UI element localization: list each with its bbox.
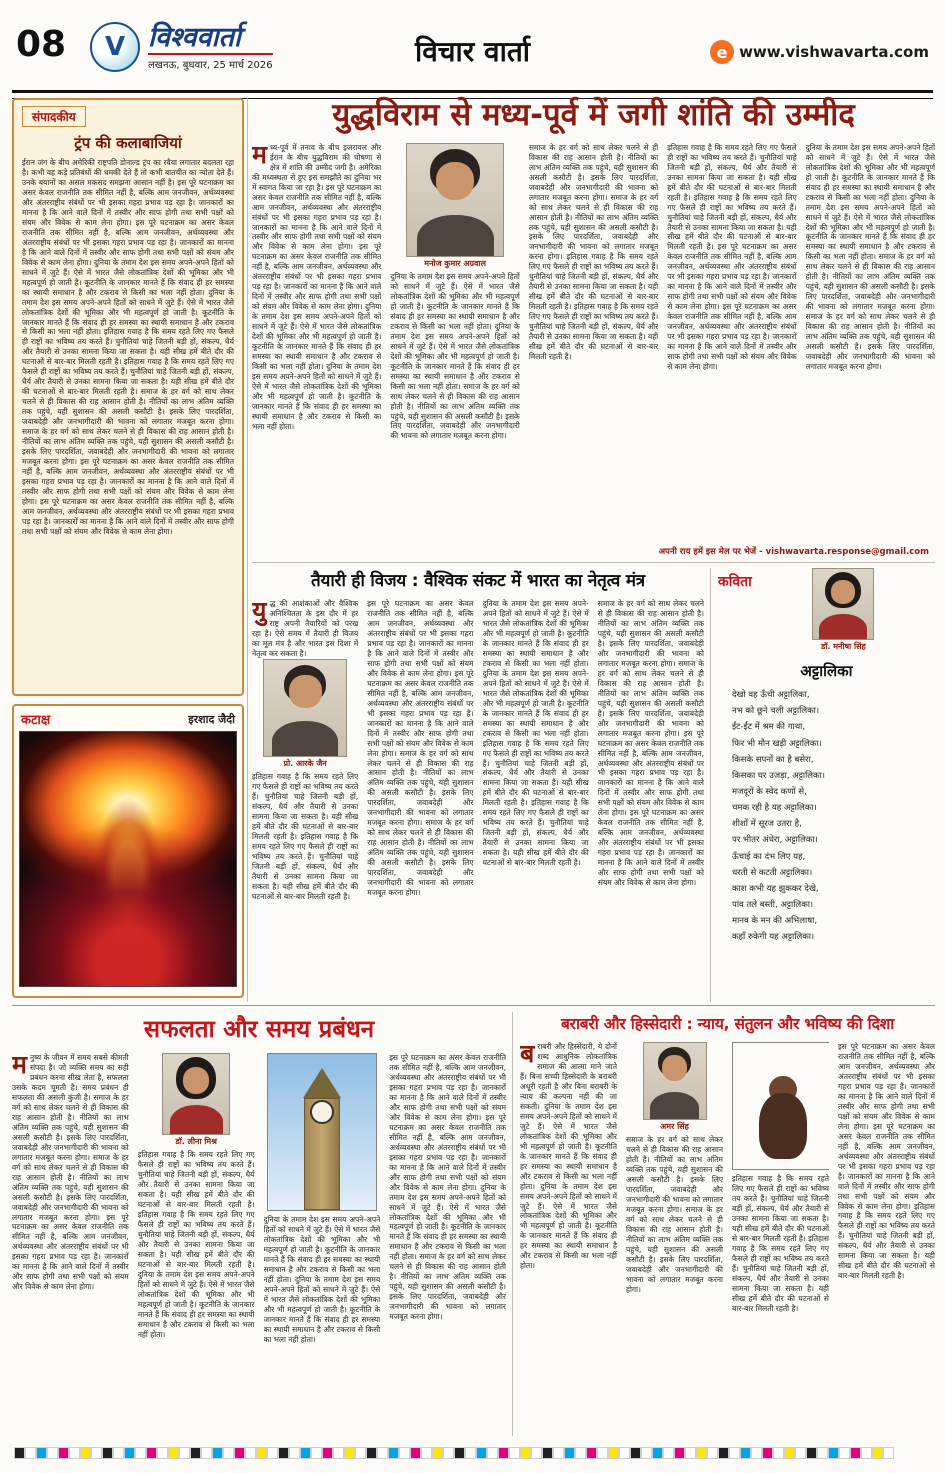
lead-headline: युद्धविराम से मध्य-पूर्व में जगी शांति की उम्मीद: [332, 97, 855, 133]
body-text: इतिहास गवाह है कि समय रहते लिए गए फैसले ही राष्ट्रों का भविष्य तय करते हैं। चुनौतियां चाहे जितनी बड़ी हों, संकल्प, धैर्य और तैयारी से उनका सामना किया जा सकता है। यही सीख हमें बीते दौर की घटनाओं से बार-बार मिलती रहती है। इतिहास गवाह है कि समय रहते लिए गए फैसले ही राष्ट्रों का भविष्य तय करते हैं। चुनौतियां चाहे जितनी बड़ी हों, संकल्प, धैर्य और तैयारी से उनका सामना किया जा सकता है। यही सीख हमें बीते दौर की घटनाओं से बार-बार मिलती रहती है।: [22, 327, 234, 397]
portrait-face: [183, 1067, 209, 1094]
color-swatch: [641, 1447, 652, 1459]
section-title: विचार वार्ता: [414, 35, 531, 68]
body-text: समाज के हर वर्ग को साथ लेकर चलने से ही विकास की राह आसान होती है। नीतियों का लाभ अंतिम व्यक्ति तक पहुंचे, यही सुशासन की असली कसौटी है। इसके लिए पारदर्शिता, जवाबदेही और जनभागीदारी की भावना को लगातार मजबूत करना होगा। समाज के हर वर्ग को साथ लेकर चलने से ही विकास की राह आसान होती है। नीतियों का लाभ अंतिम व्यक्ति तक पहुंचे, यही सुशासन की असली कसौटी है। इसके लिए पारदर्शिता, जवाबदेही और जनभागीदारी की भावना को लगातार मजबूत करना होगा।: [12, 1092, 129, 1222]
masthead-brand: [90, 22, 273, 72]
author-photo: [263, 659, 347, 757]
bottom-right-article: [520, 1012, 935, 1436]
body-text: समाज के हर वर्ग को साथ लेकर चलने से ही विकास की राह आसान होती है। नीतियों का लाभ अंतिम व्यक्ति तक पहुंचे, यही सुशासन की असली कसौटी है। इसके लिए पारदर्शिता, जवाबदेही और जनभागीदारी की भावना को लगातार मजबूत करना होगा। समाज के हर वर्ग को साथ लेकर चलने से ही विकास की राह आसान होती है। नीतियों का लाभ अंतिम व्यक्ति तक पहुंचे, यही सुशासन की असली कसौटी है। इसके लिए पारदर्शिता, जवाबदेही और जनभागीदारी की भावना को लगातार मजबूत करना होगा।: [367, 748, 474, 898]
color-swatch: [498, 1447, 509, 1459]
portrait-torso: [650, 1092, 700, 1120]
column-rule: [710, 568, 711, 1002]
body-text: दुनिया के तमाम देश इस समय अपने-अपने हितों को साधने में जुटे हैं। ऐसे में भारत जैसे लोकतांत्रिक देशों की भूमिका और भी महत्वपूर्ण हो जाती है। कूटनीति के जानकार मानते हैं कि संवाद ही हर समस्या का स्थायी समाधान है और टकराव से किसी का भला नहीं होता। दुनिया के तमाम देश इस समय अपने-अपने हितों को साधने में जुटे हैं। ऐसे में भारत जैसे लोकतांत्रिक देशों की भूमिका और भी महत्वपूर्ण हो जाती है। कूटनीति के जानकार मानते हैं कि संवाद ही हर समस्या का स्थायी समाधान है और टकराव से किसी का भला नहीं होता।: [22, 257, 234, 337]
column-rule: [247, 98, 248, 1002]
color-swatch: [575, 1447, 586, 1459]
poem-line: मजदूरों के स्वेद कणों से,: [732, 787, 807, 798]
second-headline: तैयारी ही विजय : वैश्विक संकट में भारत का नेतृत्व मंत्र: [310, 571, 645, 591]
color-swatch: [663, 1447, 674, 1459]
body-text: इतिहास गवाह है कि समय रहते लिए गए फैसले ही राष्ट्रों का भविष्य तय करते हैं। चुनौतियां चाहे जितनी बड़ी हों, संकल्प, धैर्य और तैयारी से उनका सामना किया जा सकता है। यही सीख हमें बीते दौर की घटनाओं से बार-बार मिलती रहती है। इतिहास गवाह है कि समय रहते लिए गए फैसले ही राष्ट्रों का भविष्य तय करते हैं। चुनौतियां चाहे जितनी बड़ी हों, संकल्प, धैर्य और तैयारी से उनका सामना किया जा सकता है। यही सीख हमें बीते दौर की घटनाओं से बार-बार मिलती रहती है।: [667, 142, 797, 252]
color-swatch: [784, 1447, 795, 1459]
text-column: [667, 143, 796, 535]
color-swatch: [586, 1447, 597, 1459]
color-swatch: [630, 1447, 641, 1459]
bottom-right-body: [520, 1042, 935, 1430]
text-column: [598, 599, 704, 995]
text-column: [264, 1053, 381, 1435]
portrait-torso: [417, 215, 494, 256]
color-swatch: [14, 1447, 25, 1459]
body-text: इतिहास गवाह है कि समय रहते लिए गए फैसले ही राष्ट्रों का भविष्य तय करते हैं। चुनौतियां चाहे जितनी बड़ी हों, संकल्प, धैर्य और तैयारी से उनका सामना किया जा सकता है। यही सीख हमें बीते दौर की घटनाओं से बार-बार मिलती रहती है। इतिहास गवाह है कि समय रहते लिए गए फैसले ही राष्ट्रों का भविष्य तय करते हैं। चुनौतियां चाहे जितनी बड़ी हों, संकल्प, धैर्य और तैयारी से उनका सामना किया जा सकता है। यही सीख हमें बीते दौर की घटनाओं से बार-बार मिलती रहती है।: [528, 252, 659, 362]
poem-line: फिर भी मौन खड़ी अट्टालिका।: [732, 738, 822, 749]
author-photo-figure: [138, 1053, 255, 1146]
editorial-label: संपादकीय: [22, 106, 86, 127]
text-column: [390, 143, 519, 535]
body-text: दुनिया के तमाम देश इस समय अपने-अपने हितों को साधने में जुटे हैं। ऐसे में भारत जैसे लोकतांत्रिक देशों की भूमिका और भी महत्वपूर्ण हो जाती है। कूटनीति के जानकार मानते हैं कि संवाद ही हर समस्या का स्थायी समाधान है और टकराव से किसी का भला नहीं होता। दुनिया के तमाम देश इस समय अपने-अपने हितों को साधने में जुटे हैं। ऐसे में भारत जैसे लोकतांत्रिक देशों की भूमिका और भी महत्वपूर्ण हो जाती है। कूटनीति के जानकार मानते हैं कि संवाद ही हर समस्या का स्थायी समाधान है और टकराव से किसी का भला नहीं होता।: [390, 271, 520, 391]
second-article-body: [252, 599, 704, 995]
color-swatch: [201, 1447, 212, 1459]
color-swatch: [762, 1447, 773, 1459]
dateline: लखनऊ, बुधवार, 25 मार्च 2026: [148, 59, 273, 71]
color-swatch: [872, 1447, 883, 1459]
poem-line: पांव तले बस्ती, अट्टालिका।: [732, 900, 814, 911]
body-text: इतिहास गवाह है कि समय रहते लिए गए फैसले ही राष्ट्रों का भविष्य तय करते हैं। चुनौतियां चाहे जितनी बड़ी हों, संकल्प, धैर्य और तैयारी से उनका सामना किया जा सकता है। यही सीख हमें बीते दौर की घटनाओं से बार-बार मिलती रहती है। इतिहास गवाह है कि समय रहते लिए गए फैसले ही राष्ट्रों का भविष्य तय करते हैं। चुनौतियां चाहे जितनी बड़ी हों, संकल्प, धैर्य और तैयारी से उनका सामना किया जा सकता है। यही सीख हमें बीते दौर की घटनाओं से बार-बार मिलती रहती है।: [482, 738, 589, 868]
masthead-rule: [148, 53, 273, 55]
poem-line: काश कभी यह झुककर देखे,: [732, 883, 819, 894]
color-swatch: [443, 1447, 454, 1459]
page-header: [14, 18, 931, 88]
text-column: [138, 1053, 255, 1435]
portrait-torso: [819, 614, 867, 640]
text-column: [806, 143, 935, 535]
masthead-title: विश्ववार्ता: [148, 21, 241, 53]
poem-line: देखो वह ऊँची अट्टालिका,: [732, 690, 810, 701]
color-swatch: [652, 1447, 663, 1459]
color-swatch: [795, 1447, 806, 1459]
author-photo-figure: [626, 1042, 723, 1131]
drop-cap: यु: [252, 599, 267, 625]
body-text: इतिहास गवाह है कि समय रहते लिए गए फैसले ही राष्ट्रों का भविष्य तय करते हैं। चुनौतियां चाहे जितनी बड़ी हों, संकल्प, धैर्य और तैयारी से उनका सामना किया जा सकता है। यही सीख हमें बीते दौर की घटनाओं से बार-बार मिलती रहती है। इतिहास गवाह है कि समय रहते लिए गए फैसले ही राष्ट्रों का भविष्य तय करते हैं। चुनौतियां चाहे जितनी बड़ी हों, संकल्प, धैर्य और तैयारी से उनका सामना किया जा सकता है। यही सीख हमें बीते दौर की घटनाओं से बार-बार मिलती रहती है।: [252, 772, 359, 901]
color-swatch: [828, 1447, 839, 1459]
poem-box: [718, 568, 935, 1002]
poem-line: शीशों में सूरज उतरा है,: [732, 819, 802, 830]
bottom-left-headline: सफलता और समय प्रबंधन: [143, 1015, 375, 1043]
website-block: [710, 40, 929, 64]
portrait-face: [831, 580, 855, 604]
body-text: दुनिया के तमाम देश इस समय अपने-अपने हितों को साधने में जुटे हैं। ऐसे में भारत जैसे लोकतांत्रिक देशों की भूमिका और भी महत्वपूर्ण हो जाती है। कूटनीति के जानकार मानते हैं कि संवाद ही हर समस्या का स्थायी समाधान है और टकराव से किसी का भला नहीं होता।: [137, 1269, 255, 1339]
poet-photo: [812, 568, 874, 640]
color-swatch: [553, 1447, 564, 1459]
second-article: [252, 568, 704, 1002]
color-swatch: [278, 1447, 289, 1459]
body-text: समाज के हर वर्ग को साथ लेकर चलने से ही विकास की राह आसान होती है। नीतियों का लाभ अंतिम व्यक्ति तक पहुंचे, यही सुशासन की असली कसौटी है। इसके लिए पारदर्शिता, जवाबदेही और जनभागीदारी की भावना को लगातार मजबूत करना होगा। समाज के हर वर्ग को साथ लेकर चलने से ही विकास की राह आसान होती है। नीतियों का लाभ अंतिम व्यक्ति तक पहुंचे, यही सुशासन की असली कसौटी है। इसके लिए पारदर्शिता, जवाबदेही और जनभागीदारी की भावना को लगातार मजबूत करना होगा।: [22, 387, 234, 467]
body-text: द्ध की आशंकाओं और वैश्विक अनिश्चितता के इस दौर में हर राष्ट्र अपनी तैयारियों को परख रहा है। ऐसे समय में तैयारी ही विजय का मूल मंत्र है और भारत इस दिशा में नेतृत्व कर सकता है।: [252, 599, 359, 658]
color-swatch: [619, 1447, 630, 1459]
portrait-face: [436, 162, 474, 200]
color-swatch: [520, 1447, 531, 1459]
color-swatch: [564, 1447, 575, 1459]
poem-line: मानव के मन की अभिलाषा,: [732, 916, 818, 927]
color-swatch: [399, 1447, 410, 1459]
body-text: इस पूरे घटनाक्रम का असर केवल राजनीति तक सीमित नहीं है, बल्कि आम जनजीवन, अर्थव्यवस्था और अंतरराष्ट्रीय संबंधों पर भी इसका गहरा प्रभाव पड़ रहा है। जानकारों का मानना है कि आने वाले दिनों में तस्वीर और साफ होगी तथा सभी पक्षों को संयम और विवेक से काम लेना होगा। इस पूरे घटनाक्रम का असर केवल राजनीति तक सीमित नहीं है, बल्कि आम जनजीवन, अर्थव्यवस्था और अंतरराष्ट्रीय संबंधों पर भी इसका गहरा प्रभाव पड़ रहा है। जानकारों का मानना है कि आने वाले दिनों में तस्वीर और साफ होगी तथा सभी पक्षों को संयम और विवेक से काम लेना होगा।: [597, 728, 704, 888]
color-swatch: [531, 1447, 542, 1459]
color-swatch: [25, 1447, 36, 1459]
color-swatch: [69, 1447, 80, 1459]
portrait-face: [289, 675, 322, 708]
color-swatch: [509, 1447, 520, 1459]
poem-line: ऊँचाई का दंभ लिए यह,: [732, 851, 806, 862]
poem-line: कहाँ रुकेगी यह अट्टालिका।: [732, 932, 815, 943]
color-swatch: [135, 1447, 146, 1459]
portrait-torso: [170, 1105, 223, 1135]
color-swatch: [476, 1447, 487, 1459]
poem-lines: [718, 687, 935, 945]
color-swatch: [212, 1447, 223, 1459]
tower-spire: [303, 1068, 341, 1098]
color-swatch: [256, 1447, 267, 1459]
poet-caption: डॉ. मनीषा सिंह: [821, 642, 866, 651]
color-swatch: [410, 1447, 421, 1459]
color-swatch: [102, 1447, 113, 1459]
body-text: इस पूरे घटनाक्रम का असर केवल राजनीति तक सीमित नहीं है, बल्कि आम जनजीवन, अर्थव्यवस्था और अंतरराष्ट्रीय संबंधों पर भी इसका गहरा प्रभाव पड़ रहा है। जानकारों का मानना है कि आने वाले दिनों में तस्वीर और साफ होगी तथा सभी पक्षों को संयम और विवेक से काम लेना होगा। इस पूरे घटनाक्रम का असर केवल राजनीति तक सीमित नहीं है, बल्कि आम जनजीवन, अर्थव्यवस्था और अंतरराष्ट्रीय संबंधों पर भी इसका गहरा प्रभाव पड़ रहा है। जानकारों का मानना है कि आने वाले दिनों में तस्वीर और साफ होगी तथा सभी पक्षों को संयम और विवेक से काम लेना होगा।: [667, 242, 797, 372]
body-text: समाज के हर वर्ग को साथ लेकर चलने से ही विकास की राह आसान होती है। नीतियों का लाभ अंतिम व्यक्ति तक पहुंचे, यही सुशासन की असली कसौटी है। इसके लिए पारदर्शिता, जवाबदेही और जनभागीदारी की भावना को लगातार मजबूत करना होगा। समाज के हर वर्ग को साथ लेकर चलने से ही विकास की राह आसान होती है। नीतियों का लाभ अंतिम व्यक्ति तक पहुंचे, यही सुशासन की असली कसौटी है। इसके लिए पारदर्शिता, जवाबदेही और जनभागीदारी की भावना को लगातार मजबूत करना होगा।: [528, 142, 659, 262]
lead-article: [252, 96, 935, 558]
poem-label: कविता: [718, 574, 752, 590]
body-text: समाज के हर वर्ग को साथ लेकर चलने से ही विकास की राह आसान होती है। नीतियों का लाभ अंतिम व्यक्ति तक पहुंचे, यही सुशासन की असली कसौटी है। इसके लिए पारदर्शिता, जवाबदेही और जनभागीदारी की भावना को लगातार मजबूत करना होगा। समाज के हर वर्ग को साथ लेकर चलने से ही विकास की राह आसान होती है। नीतियों का लाभ अंतिम व्यक्ति तक पहुंचे, यही सुशासन की असली कसौटी है। इसके लिए पारदर्शिता, जवाबदेही और जनभागीदारी की भावना को लगातार मजबूत करना होगा।: [626, 1135, 723, 1294]
color-swatch: [124, 1447, 135, 1459]
color-swatch: [168, 1447, 179, 1459]
color-swatch: [806, 1447, 817, 1459]
text-column: [252, 143, 381, 535]
text-column: [483, 599, 589, 995]
poem-line: नभ को छूने चली अट्टालिका।: [732, 706, 820, 717]
masthead-text-block: [148, 21, 273, 71]
color-swatch: [729, 1447, 740, 1459]
poem-line: धरती से कटती अट्टालिका।: [732, 867, 813, 878]
body-text: इतिहास गवाह है कि समय रहते लिए गए फैसले ही राष्ट्रों का भविष्य तय करते हैं। चुनौतियां चाहे जितनी बड़ी हों, संकल्प, धैर्य और तैयारी से उनका सामना किया जा सकता है। यही सीख हमें बीते दौर की घटनाओं से बार-बार मिलती रहती है। इतिहास गवाह है कि समय रहते लिए गए फैसले ही राष्ट्रों का भविष्य तय करते हैं। चुनौतियां चाहे जितनी बड़ी हों, संकल्प, धैर्य और तैयारी से उनका सामना किया जा सकता है। यही सीख हमें बीते दौर की घटनाओं से बार-बार मिलती रहती है।: [732, 1174, 829, 1313]
body-text: दुनिया के तमाम देश इस समय अपने-अपने हितों को साधने में जुटे हैं। ऐसे में भारत जैसे लोकतांत्रिक देशों की भूमिका और भी महत्वपूर्ण हो जाती है। कूटनीति के जानकार मानते हैं कि संवाद ही हर समस्या का स्थायी समाधान है और टकराव से किसी का भला नहीं होता।: [389, 1182, 506, 1262]
kataksha-credit: इरशाद जैदी: [188, 712, 235, 726]
editorial-title: ट्रंप की कलाबाजियां: [74, 134, 182, 152]
print-color-bar: [14, 1446, 926, 1459]
color-swatch: [289, 1447, 300, 1459]
poem-line: किसके सपनों का है बसेरा,: [732, 754, 814, 765]
author-photo: [406, 143, 504, 257]
color-swatch: [377, 1447, 388, 1459]
color-swatch: [454, 1447, 465, 1459]
color-swatch: [685, 1447, 696, 1459]
text-column: [12, 1053, 129, 1435]
color-swatch: [344, 1447, 355, 1459]
poem-title: अट्टालिका: [800, 662, 853, 681]
body-text: इस पूरे घटनाक्रम का असर केवल राजनीति तक सीमित नहीं है, बल्कि आम जनजीवन, अर्थव्यवस्था और अंतरराष्ट्रीय संबंधों पर भी इसका गहरा प्रभाव पड़ रहा है। जानकारों का मानना है कि आने वाले दिनों में तस्वीर और साफ होगी तथा सभी पक्षों को संयम और विवेक से काम लेना होगा। इस पूरे घटनाक्रम का असर केवल राजनीति तक सीमित नहीं है, बल्कि आम जनजीवन, अर्थव्यवस्था और अंतरराष्ट्रीय संबंधों पर भी इसका गहरा प्रभाव पड़ रहा है। जानकारों का मानना है कि आने वाले दिनों में तस्वीर और साफ होगी तथा सभी पक्षों को संयम और विवेक से काम लेना होगा।: [389, 1053, 506, 1192]
color-swatch: [80, 1447, 91, 1459]
body-text: इतिहास गवाह है कि समय रहते लिए गए फैसले ही राष्ट्रों का भविष्य तय करते हैं। चुनौतियां चाहे जितनी बड़ी हों, संकल्प, धैर्य और तैयारी से उनका सामना किया जा सकता है। यही सीख हमें बीते दौर की घटनाओं से बार-बार मिलती रहती है। इतिहास गवाह है कि समय रहते लिए गए फैसले ही राष्ट्रों का भविष्य तय करते हैं। चुनौतियां चाहे जितनी बड़ी हों, संकल्प, धैर्य और तैयारी से उनका सामना किया जा सकता है। यही सीख हमें बीते दौर की घटनाओं से बार-बार मिलती रहती है।: [137, 1150, 255, 1269]
body-text: दुनिया के तमाम देश इस समय अपने-अपने हितों को साधने में जुटे हैं। ऐसे में भारत जैसे लोकतांत्रिक देशों की भूमिका और भी महत्वपूर्ण हो जाती है। कूटनीति के जानकार मानते हैं कि संवाद ही हर समस्या का स्थायी समाधान है और टकराव से किसी का भला नहीं होता। दुनिया के तमाम देश इस समय अपने-अपने हितों को साधने में जुटे हैं। ऐसे में भारत जैसे लोकतांत्रिक देशों की भूमिका और भी महत्वपूर्ण हो जाती है। कूटनीति के जानकार मानते हैं कि संवाद ही हर समस्या का स्थायी समाधान है और टकराव से किसी का भला नहीं होता।: [805, 142, 936, 262]
body-text: इस पूरे घटनाक्रम का असर केवल राजनीति तक सीमित नहीं है, बल्कि आम जनजीवन, अर्थव्यवस्था और अंतरराष्ट्रीय संबंधों पर भी इसका गहरा प्रभाव पड़ रहा है। जानकारों का मानना है कि आने वाले दिनों में तस्वीर और साफ होगी तथा सभी पक्षों को संयम और विवेक से काम लेना होगा।: [12, 1212, 129, 1292]
explosion-illustration: [19, 731, 237, 987]
poet-photo-figure: [812, 568, 874, 651]
color-swatch: [773, 1447, 784, 1459]
color-swatch: [487, 1447, 498, 1459]
text-column: [529, 143, 658, 535]
color-swatch: [432, 1447, 443, 1459]
color-swatch: [718, 1447, 729, 1459]
body-text: समाज के हर वर्ग को साथ लेकर चलने से ही विकास की राह आसान होती है। नीतियों का लाभ अंतिम व्यक्ति तक पहुंचे, यही सुशासन की असली कसौटी है। इसके लिए पारदर्शिता, जवाबदेही और जनभागीदारी की भावना को लगातार मजबूत करना होगा।: [390, 381, 520, 441]
text-column: [838, 1042, 935, 1430]
color-swatch: [91, 1447, 102, 1459]
color-swatch: [608, 1447, 619, 1459]
author-photo: [162, 1053, 230, 1135]
color-swatch: [355, 1447, 366, 1459]
drop-cap: म: [252, 142, 267, 169]
author-caption: डॉ. लीना मिश्र: [175, 1137, 217, 1146]
body-text: इस पूरे घटनाक्रम का असर केवल राजनीति तक सीमित नहीं है, बल्कि आम जनजीवन, अर्थव्यवस्था और अंतरराष्ट्रीय संबंधों पर भी इसका गहरा प्रभाव पड़ रहा है। जानकारों का मानना है कि आने वाले दिनों में तस्वीर और साफ होगी तथा सभी पक्षों को संयम और विवेक से काम लेना होगा। इस पूरे घटनाक्रम का असर केवल राजनीति तक सीमित नहीं है, बल्कि आम जनजीवन, अर्थव्यवस्था और अंतरराष्ट्रीय संबंधों पर भी इसका गहरा प्रभाव पड़ रहा है। जानकारों का मानना है कि आने वाले दिनों में तस्वीर और साफ होगी तथा सभी पक्षों को संयम और विवेक से काम लेना होगा।: [252, 182, 382, 312]
body-text: इस पूरे घटनाक्रम का असर केवल राजनीति तक सीमित नहीं है, बल्कि आम जनजीवन, अर्थव्यवस्था और अंतरराष्ट्रीय संबंधों पर भी इसका गहरा प्रभाव पड़ रहा है। जानकारों का मानना है कि आने वाले दिनों में तस्वीर और साफ होगी तथा सभी पक्षों को संयम और विवेक से काम लेना होगा। इस पूरे घटनाक्रम का असर केवल राजनीति तक सीमित नहीं है, बल्कि आम जनजीवन, अर्थव्यवस्था और अंतरराष्ट्रीय संबंधों पर भी इसका गहरा प्रभाव पड़ रहा है। जानकारों का मानना है कि आने वाले दिनों में तस्वीर और साफ होगी तथा सभी पक्षों को संयम और विवेक से काम लेना होगा।: [22, 177, 234, 267]
website-url: www.vishwavarta.com: [739, 43, 929, 61]
body-text: इस पूरे घटनाक्रम का असर केवल राजनीति तक सीमित नहीं है, बल्कि आम जनजीवन, अर्थव्यवस्था और अंतरराष्ट्रीय संबंधों पर भी इसका गहरा प्रभाव पड़ रहा है। जानकारों का मानना है कि आने वाले दिनों में तस्वीर और साफ होगी तथा सभी पक्षों को संयम और विवेक से काम लेना होगा। इस पूरे घटनाक्रम का असर केवल राजनीति तक सीमित नहीं है, बल्कि आम जनजीवन, अर्थव्यवस्था और अंतरराष्ट्रीय संबंधों पर भी इसका गहरा प्रभाव पड़ रहा है। जानकारों का मानना है कि आने वाले दिनों में तस्वीर और साफ होगी तथा सभी पक्षों को संयम और विवेक से काम लेना होगा।: [22, 457, 234, 536]
page-number: 08: [16, 24, 67, 65]
section-divider: [12, 1005, 935, 1006]
body-text: समाज के हर वर्ग को साथ लेकर चलने से ही विकास की राह आसान होती है। नीतियों का लाभ अंतिम व्यक्ति तक पहुंचे, यही सुशासन की असली कसौटी है। इसके लिए पारदर्शिता, जवाबदेही और जनभागीदारी की भावना को लगातार मजबूत करना होगा। समाज के हर वर्ग को साथ लेकर चलने से ही विकास की राह आसान होती है। नीतियों का लाभ अंतिम व्यक्ति तक पहुंचे, यही सुशासन की असली कसौटी है। इसके लिए पारदर्शिता, जवाबदेही और जनभागीदारी की भावना को लगातार मजबूत करना होगा।: [805, 252, 936, 372]
lead-article-body: [252, 143, 935, 535]
tower-clock: [310, 1100, 334, 1124]
color-swatch: [696, 1447, 707, 1459]
color-swatch: [839, 1447, 850, 1459]
color-swatch: [597, 1447, 608, 1459]
color-swatch: [465, 1447, 476, 1459]
color-swatch: [223, 1447, 234, 1459]
author-photo: [643, 1042, 707, 1120]
child-body: [759, 1093, 807, 1159]
drop-cap: ब: [520, 1042, 535, 1068]
child-photo: [732, 1042, 829, 1170]
color-swatch: [36, 1447, 47, 1459]
poem-header: [718, 568, 935, 655]
color-swatch: [157, 1447, 168, 1459]
drop-cap: म: [12, 1053, 27, 1079]
color-swatch: [542, 1447, 553, 1459]
text-column: [252, 599, 358, 995]
color-swatch: [366, 1447, 377, 1459]
column-rule: [512, 1012, 513, 1436]
editorial-box: [12, 98, 244, 696]
color-swatch: [311, 1447, 322, 1459]
body-text: दुनिया के तमाम देश इस समय अपने-अपने हितों को साधने में जुटे हैं। ऐसे में भारत जैसे लोकतांत्रिक देशों की भूमिका और भी महत्वपूर्ण हो जाती है। कूटनीति के जानकार मानते हैं कि संवाद ही हर समस्या का स्थायी समाधान है और टकराव से किसी का भला नहीं होता। दुनिया के तमाम देश इस समय अपने-अपने हितों को साधने में जुटे हैं। ऐसे में भारत जैसे लोकतांत्रिक देशों की भूमिका और भी महत्वपूर्ण हो जाती है। कूटनीति के जानकार मानते हैं कि संवाद ही हर समस्या का स्थायी समाधान है और टकराव से किसी का भला नहीं होता।: [520, 1101, 617, 1271]
color-swatch: [234, 1447, 245, 1459]
article-divider: [252, 562, 935, 563]
author-caption: प्रो. आरके जैन: [283, 758, 327, 768]
color-swatch: [707, 1447, 718, 1459]
color-swatch: [388, 1447, 399, 1459]
color-swatch: [179, 1447, 190, 1459]
poem-line: चमक रही है यह अट्टालिका।: [732, 803, 817, 814]
body-text: राबरी और हिस्सेदारी, ये दोनों शब्द आधुनिक लोकतांत्रिक समाज की आत्मा माने जाते हैं। बिना सच्ची हिस्सेदारी के बराबरी अधूरी रहती है और बिना बराबरी के न्याय की कल्पना नहीं की जा सकती।: [520, 1042, 617, 1111]
portrait-torso: [272, 721, 338, 757]
color-swatch: [322, 1447, 333, 1459]
body-text: दुनिया के तमाम देश इस समय अपने-अपने हितों को साधने में जुटे हैं। ऐसे में भारत जैसे लोकतांत्रिक देशों की भूमिका और भी महत्वपूर्ण हो जाती है। कूटनीति के जानकार मानते हैं कि संवाद ही हर समस्या का स्थायी समाधान है और टकराव से किसी का भला नहीं होता। दुनिया के तमाम देश इस समय अपने-अपने हितों को साधने में जुटे हैं। ऐसे में भारत जैसे लोकतांत्रिक देशों की भूमिका और भी महत्वपूर्ण हो जाती है। कूटनीति के जानकार मानते हैं कि संवाद ही हर समस्या का स्थायी समाधान है और टकराव से किसी का भला नहीं होता।: [482, 599, 589, 738]
color-swatch: [146, 1447, 157, 1459]
body-text: ध्य-पूर्व में तनाव के बीच इजरायल और ईरान के बीच युद्धविराम की घोषणा से क्षेत्र में शांति की उम्मीद जगी है। अमेरिका की मध्यस्थता से हुए इस समझौते का दुनिया भर में स्वागत किया जा रहा है।: [252, 142, 382, 192]
author-photo-figure: [390, 143, 519, 268]
body-text: ईरान जंग के बीच अमेरिकी राष्ट्रपति डोनाल्ड ट्रंप का रवैया लगातार बदलता रहा है। कभी वह कड़े प्रतिबंधों की धमकी देते हैं तो कभी बातचीत का न्योता देते हैं। उनके बयानों का असल मकसद समझना आसान नहीं है।: [22, 158, 234, 187]
body-text: समाज के हर वर्ग को साथ लेकर चलने से ही विकास की राह आसान होती है। नीतियों का लाभ अंतिम व्यक्ति तक पहुंचे, यही सुशासन की असली कसौटी है। इसके लिए पारदर्शिता, जवाबदेही और जनभागीदारी की भावना को लगातार मजबूत करना होगा।: [389, 1252, 506, 1322]
color-swatch: [751, 1447, 762, 1459]
kataksha-label: कटाक्ष: [21, 713, 51, 728]
body-text: इस पूरे घटनाक्रम का असर केवल राजनीति तक सीमित नहीं है, बल्कि आम जनजीवन, अर्थव्यवस्था और अंतरराष्ट्रीय संबंधों पर भी इसका गहरा प्रभाव पड़ रहा है। जानकारों का मानना है कि आने वाले दिनों में तस्वीर और साफ होगी तथा सभी पक्षों को संयम और विवेक से काम लेना होगा। इस पूरे घटनाक्रम का असर केवल राजनीति तक सीमित नहीं है, बल्कि आम जनजीवन, अर्थव्यवस्था और अंतरराष्ट्रीय संबंधों पर भी इसका गहरा प्रभाव पड़ रहा है। जानकारों का मानना है कि आने वाले दिनों में तस्वीर और साफ होगी तथा सभी पक्षों को संयम और विवेक से काम लेना होगा।: [838, 1042, 935, 1211]
color-swatch: [674, 1447, 685, 1459]
masthead-logo-icon: V: [90, 22, 140, 72]
color-swatch: [113, 1447, 124, 1459]
text-column: [732, 1042, 829, 1430]
color-swatch: [333, 1447, 344, 1459]
body-text: नुष्य के जीवन में समय सबसे कीमती संपदा है। जो व्यक्ति समय का सही प्रबंधन करना सीख लेता है, सफलता उसके कदम चूमती है। समय प्रबंधन ही सफलता की असली कुंजी है।: [12, 1053, 129, 1102]
text-column: [389, 1053, 506, 1435]
color-swatch: [300, 1447, 311, 1459]
color-swatch: [421, 1447, 432, 1459]
body-text: दुनिया के तमाम देश इस समय अपने-अपने हितों को साधने में जुटे हैं। ऐसे में भारत जैसे लोकतांत्रिक देशों की भूमिका और भी महत्वपूर्ण हो जाती है। कूटनीति के जानकार मानते हैं कि संवाद ही हर समस्या का स्थायी समाधान है और टकराव से किसी का भला नहीं होता। दुनिया के तमाम देश इस समय अपने-अपने हितों को साधने में जुटे हैं। ऐसे में भारत जैसे लोकतांत्रिक देशों की भूमिका और भी महत्वपूर्ण हो जाती है। कूटनीति के जानकार मानते हैं कि संवाद ही हर समस्या का स्थायी समाधान है और टकराव से किसी का भला नहीं होता।: [263, 1215, 381, 1344]
text-column: [520, 1042, 617, 1430]
editorial-body: [22, 158, 234, 682]
text-column: [626, 1042, 723, 1430]
color-swatch: [58, 1447, 69, 1459]
poem-line: किसका घर उजड़ा, अट्टालिका।: [732, 770, 825, 781]
site-e-icon: e: [710, 40, 734, 64]
bottom-left-body: [12, 1053, 506, 1435]
kataksha-box: [12, 704, 244, 998]
color-swatch: [47, 1447, 58, 1459]
color-swatch: [267, 1447, 278, 1459]
text-column: [367, 599, 473, 995]
bottom-right-headline: बराबरी और हिस्सेदारी : न्याय, संतुलन और भविष्य की दिशा: [560, 1015, 895, 1033]
kataksha-header: [19, 710, 237, 731]
poem-line: पर भीतर अंधेरा, अट्टालिका।: [732, 835, 818, 846]
portrait-face: [662, 1055, 687, 1081]
color-swatch: [740, 1447, 751, 1459]
body-text: इतिहास गवाह है कि समय रहते लिए गए फैसले ही राष्ट्रों का भविष्य तय करते हैं। चुनौतियां चाहे जितनी बड़ी हों, संकल्प, धैर्य और तैयारी से उनका सामना किया जा सकता है। यही सीख हमें बीते दौर की घटनाओं से बार-बार मिलती रहती है।: [838, 1201, 935, 1281]
author-caption: मनोज कुमार अग्रवाल: [424, 258, 486, 268]
color-swatch: [190, 1447, 201, 1459]
body-text: दुनिया के तमाम देश इस समय अपने-अपने हितों को साधने में जुटे हैं। ऐसे में भारत जैसे लोकतांत्रिक देशों की भूमिका और भी महत्वपूर्ण हो जाती है। कूटनीति के जानकार मानते हैं कि संवाद ही हर समस्या का स्थायी समाधान है और टकराव से किसी का भला नहीं होता। दुनिया के तमाम देश इस समय अपने-अपने हितों को साधने में जुटे हैं। ऐसे में भारत जैसे लोकतांत्रिक देशों की भूमिका और भी महत्वपूर्ण हो जाती है। कूटनीति के जानकार मानते हैं कि संवाद ही हर समस्या का स्थायी समाधान है और टकराव से किसी का भला नहीं होता।: [252, 302, 382, 431]
clock-tower-photo: [267, 1053, 377, 1211]
body-text: समाज के हर वर्ग को साथ लेकर चलने से ही विकास की राह आसान होती है। नीतियों का लाभ अंतिम व्यक्ति तक पहुंचे, यही सुशासन की असली कसौटी है। इसके लिए पारदर्शिता, जवाबदेही और जनभागीदारी की भावना को लगातार मजबूत करना होगा। समाज के हर वर्ग को साथ लेकर चलने से ही विकास की राह आसान होती है। नीतियों का लाभ अंतिम व्यक्ति तक पहुंचे, यही सुशासन की असली कसौटी है। इसके लिए पारदर्शिता, जवाबदेही और जनभागीदारी की भावना को लगातार मजबूत करना होगा।: [597, 599, 704, 738]
body-text: इस पूरे घटनाक्रम का असर केवल राजनीति तक सीमित नहीं है, बल्कि आम जनजीवन, अर्थव्यवस्था और अंतरराष्ट्रीय संबंधों पर भी इसका गहरा प्रभाव पड़ रहा है। जानकारों का मानना है कि आने वाले दिनों में तस्वीर और साफ होगी तथा सभी पक्षों को संयम और विवेक से काम लेना होगा। इस पूरे घटनाक्रम का असर केवल राजनीति तक सीमित नहीं है, बल्कि आम जनजीवन, अर्थव्यवस्था और अंतरराष्ट्रीय संबंधों पर भी इसका गहरा प्रभाव पड़ रहा है। जानकारों का मानना है कि आने वाले दिनों में तस्वीर और साफ होगी तथा सभी पक्षों को संयम और विवेक से काम लेना होगा।: [367, 599, 474, 758]
poem-line: ईंट-ईंट में श्रम की गाथा,: [732, 722, 806, 733]
color-swatch: [861, 1447, 872, 1459]
author-photo-figure: [252, 659, 358, 768]
color-swatch: [850, 1447, 861, 1459]
feedback-line: अपनी राय हमें इस मेल पर भेजें - vishwavarta.response@gmail.com: [655, 545, 933, 558]
author-caption: अमर सिंह: [660, 1122, 689, 1131]
color-swatch: [245, 1447, 256, 1459]
bottom-left-article: [12, 1012, 506, 1436]
color-swatch: [883, 1447, 894, 1459]
color-swatch: [817, 1447, 828, 1459]
